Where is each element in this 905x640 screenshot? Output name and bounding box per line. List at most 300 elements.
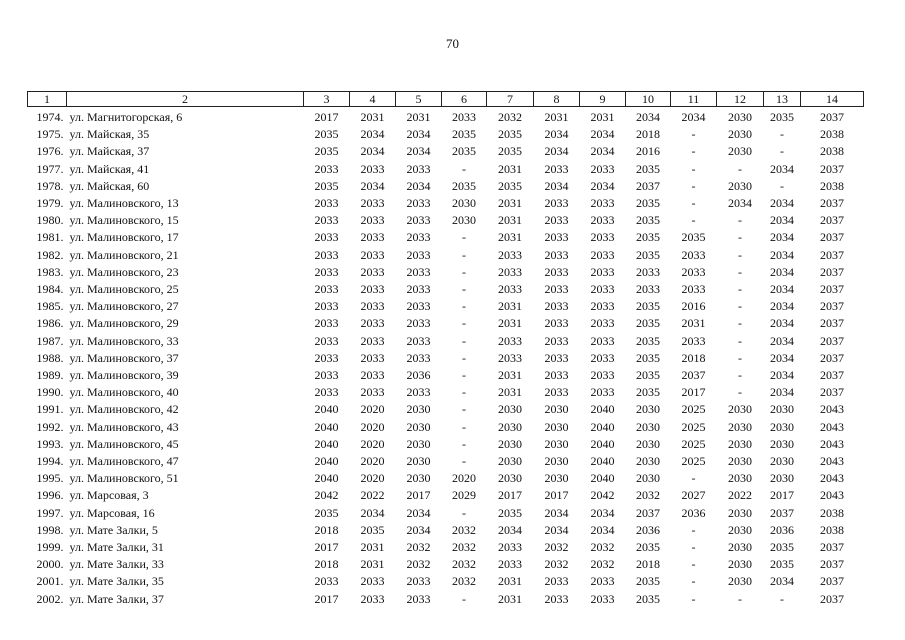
value-cell: 2035 [636, 574, 660, 589]
table-row [28, 264, 864, 281]
table-row [28, 298, 864, 315]
value-cell: 2042 [314, 488, 339, 503]
value-cell: 2035 [636, 213, 660, 228]
value-cell: 2031 [498, 574, 522, 589]
value-cell: 2020 [360, 454, 385, 469]
value-cell: 2018 [681, 350, 706, 365]
value-cell: 2033 [544, 213, 569, 228]
value-cell: 2033 [544, 299, 569, 314]
value-cell: 2033 [360, 333, 385, 348]
value-cell: - [462, 350, 466, 365]
address-cell: ул. Малиновского, 39 [69, 368, 179, 383]
value-cell: - [462, 333, 466, 348]
value-cell: 2034 [590, 505, 615, 520]
value-cell: 2016 [681, 299, 706, 314]
address-cell: ул. Малиновского, 43 [69, 419, 179, 434]
value-cell: 2034 [544, 522, 569, 537]
value-cell: 2033 [590, 333, 615, 348]
value-cell: 2018 [636, 127, 660, 142]
row-number: 2002. [36, 591, 64, 606]
value-cell: 2034 [770, 350, 794, 365]
value-cell: - [738, 368, 742, 383]
value-cell: 2033 [314, 385, 339, 400]
header-cell: 8 [534, 92, 580, 107]
value-cell: 2032 [452, 557, 476, 572]
value-cell: 2030 [406, 436, 431, 451]
value-cell: - [691, 522, 696, 537]
value-cell: 2037 [820, 299, 844, 314]
value-cell: 2030 [452, 213, 476, 228]
value-cell: 2017 [770, 488, 794, 503]
header-cell: 10 [626, 92, 671, 107]
value-cell: 2033 [360, 368, 385, 383]
value-cell: 2037 [681, 368, 706, 383]
value-cell: 2030 [544, 402, 569, 417]
value-cell: 2033 [544, 385, 569, 400]
table-row [28, 281, 864, 298]
value-cell: 2033 [360, 196, 385, 211]
value-cell: 2037 [820, 264, 844, 279]
table-row [28, 573, 864, 590]
value-cell: 2037 [820, 161, 844, 176]
value-cell: 2017 [314, 110, 339, 124]
value-cell: 2037 [820, 333, 844, 348]
table-row [28, 126, 864, 143]
value-cell: 2033 [544, 247, 569, 262]
value-cell: 2033 [636, 264, 660, 279]
value-cell: 2035 [498, 127, 522, 142]
value-cell: 2030 [728, 436, 752, 451]
address-cell: ул. Майская, 60 [69, 178, 150, 193]
value-cell: 2031 [498, 368, 522, 383]
value-cell: 2040 [590, 402, 615, 417]
page-number: 70 [446, 36, 459, 51]
value-cell: 2027 [681, 488, 706, 503]
value-cell: 2033 [314, 299, 339, 314]
table-row [28, 539, 864, 556]
value-cell: 2033 [406, 230, 431, 245]
value-cell: 2030 [728, 419, 752, 434]
table-row [28, 487, 864, 504]
value-cell: - [462, 505, 466, 520]
table-row [28, 315, 864, 332]
value-cell: 2025 [681, 419, 706, 434]
table-row [28, 470, 864, 487]
address-cell: ул. Малиновского, 13 [69, 196, 179, 211]
table-row [28, 591, 864, 608]
value-cell: 2035 [636, 350, 660, 365]
value-cell: - [738, 282, 742, 297]
value-cell: - [691, 196, 696, 211]
row-number: 1977. [36, 161, 64, 176]
value-cell: 2033 [314, 264, 339, 279]
value-cell: 2037 [770, 505, 794, 520]
value-cell: - [738, 230, 742, 245]
value-cell: - [462, 454, 466, 469]
row-number: 1989. [36, 368, 64, 383]
value-cell: 2034 [770, 574, 794, 589]
value-cell: 2033 [544, 282, 569, 297]
value-cell: 2033 [314, 247, 339, 262]
value-cell: 2043 [820, 488, 844, 503]
row-number: 1999. [36, 540, 64, 555]
header-cell: 4 [350, 92, 396, 107]
row-number: 1974. [36, 110, 64, 124]
address-cell: ул. Малиновского, 27 [69, 299, 179, 314]
value-cell: 2034 [770, 282, 794, 297]
value-cell: 2033 [314, 230, 339, 245]
value-cell: - [738, 316, 742, 331]
value-cell: 2037 [820, 540, 844, 555]
value-cell: 2040 [590, 454, 615, 469]
value-cell: 2033 [314, 213, 339, 228]
value-cell: - [738, 385, 742, 400]
address-cell: ул. Малиновского, 47 [69, 454, 179, 469]
address-cell: ул. Марсовая, 3 [69, 488, 149, 503]
value-cell: 2033 [360, 161, 385, 176]
value-cell: 2037 [820, 316, 844, 331]
row-number: 1992. [36, 419, 64, 434]
value-cell: 2033 [544, 333, 569, 348]
value-cell: 2034 [406, 505, 431, 520]
value-cell: 2034 [406, 144, 431, 159]
value-cell: 2033 [314, 282, 339, 297]
value-cell: 2033 [360, 299, 385, 314]
value-cell: 2035 [314, 505, 339, 520]
address-cell: ул. Малиновского, 40 [69, 385, 179, 400]
value-cell: 2017 [681, 385, 706, 400]
value-cell: 2037 [820, 213, 844, 228]
value-cell: - [462, 247, 466, 262]
table-row [28, 333, 864, 350]
table-row [28, 419, 864, 436]
value-cell: 2033 [590, 368, 615, 383]
value-cell: - [691, 540, 696, 555]
value-cell: 2030 [770, 436, 794, 451]
value-cell: - [738, 161, 742, 176]
value-cell: - [738, 350, 742, 365]
value-cell: 2025 [681, 402, 706, 417]
value-cell: 2033 [360, 385, 385, 400]
value-cell: 2040 [590, 419, 615, 434]
value-cell: 2034 [544, 144, 569, 159]
value-cell: 2030 [728, 127, 752, 142]
table-row [28, 522, 864, 539]
value-cell: 2022 [360, 488, 385, 503]
value-cell: 2031 [498, 299, 522, 314]
address-cell: ул. Марсовая, 16 [69, 505, 155, 520]
value-cell: 2034 [770, 161, 794, 176]
value-cell: 2040 [590, 436, 615, 451]
value-cell: 2030 [636, 402, 660, 417]
value-cell: 2040 [314, 402, 339, 417]
value-cell: 2033 [590, 213, 615, 228]
value-cell: 2033 [681, 264, 706, 279]
value-cell: 2032 [636, 488, 660, 503]
value-cell: 2031 [360, 110, 385, 124]
table-row [28, 350, 864, 367]
value-cell: 2030 [728, 454, 752, 469]
header-cell: 9 [580, 92, 626, 107]
header-cell: 12 [717, 92, 764, 107]
value-cell: - [462, 299, 466, 314]
value-cell: 2033 [590, 247, 615, 262]
row-number: 1991. [36, 402, 64, 417]
value-cell: 2033 [590, 161, 615, 176]
address-cell: ул. Майская, 41 [69, 161, 150, 176]
value-cell: 2038 [820, 144, 844, 159]
value-cell: 2034 [360, 178, 385, 193]
value-cell: 2034 [406, 522, 431, 537]
row-number: 1983. [36, 264, 64, 279]
value-cell: 2034 [590, 127, 615, 142]
value-cell: - [691, 144, 696, 159]
table-row [28, 367, 864, 384]
value-cell: 2033 [636, 282, 660, 297]
value-cell: 2034 [770, 230, 794, 245]
value-cell: 2035 [452, 178, 476, 193]
value-cell: 2037 [820, 557, 844, 572]
value-cell: 2036 [770, 522, 794, 537]
value-cell: 2040 [314, 471, 339, 486]
value-cell: 2032 [544, 557, 569, 572]
value-cell: - [462, 591, 466, 606]
value-cell: 2030 [636, 436, 660, 451]
value-cell: 2035 [314, 178, 339, 193]
value-cell: 2040 [590, 471, 615, 486]
value-cell: 2030 [636, 419, 660, 434]
header-cell: 2 [67, 92, 304, 107]
value-cell: 2033 [360, 282, 385, 297]
row-number: 1997. [36, 505, 64, 520]
value-cell: 2033 [544, 316, 569, 331]
value-cell: 2016 [636, 144, 660, 159]
value-cell: 2030 [728, 505, 752, 520]
value-cell: 2030 [770, 419, 794, 434]
value-cell: 2034 [406, 127, 431, 142]
value-cell: 2035 [770, 557, 794, 572]
header-cell: 11 [671, 92, 717, 107]
value-cell: 2035 [636, 230, 660, 245]
value-cell: 2034 [636, 110, 660, 124]
value-cell: 2030 [770, 402, 794, 417]
value-cell: 2033 [360, 247, 385, 262]
value-cell: 2033 [590, 196, 615, 211]
value-cell: 2035 [636, 385, 660, 400]
value-cell: 2037 [820, 110, 844, 124]
row-number: 2001. [36, 574, 64, 589]
value-cell: 2036 [406, 368, 431, 383]
value-cell: 2037 [820, 196, 844, 211]
value-cell: 2034 [590, 178, 615, 193]
value-cell: 2030 [544, 436, 569, 451]
value-cell: 2033 [498, 282, 522, 297]
value-cell: 2017 [406, 488, 431, 503]
value-cell: 2017 [314, 540, 339, 555]
value-cell: 2032 [452, 574, 476, 589]
value-cell: 2032 [590, 557, 615, 572]
row-number: 1998. [36, 522, 64, 537]
value-cell: - [691, 127, 696, 142]
value-cell: 2033 [314, 196, 339, 211]
value-cell: 2033 [360, 350, 385, 365]
value-cell: 2031 [498, 230, 522, 245]
row-number: 1987. [36, 333, 64, 348]
value-cell: 2033 [544, 264, 569, 279]
value-cell: 2033 [406, 333, 431, 348]
value-cell: - [691, 471, 696, 486]
row-number: 1984. [36, 282, 64, 297]
value-cell: 2037 [820, 247, 844, 262]
value-cell: 2033 [314, 316, 339, 331]
value-cell: 2034 [544, 178, 569, 193]
value-cell: 2031 [498, 316, 522, 331]
value-cell: 2033 [590, 316, 615, 331]
value-cell: 2043 [820, 436, 844, 451]
table-row [28, 384, 864, 401]
value-cell: 2037 [820, 591, 844, 606]
value-cell: 2038 [820, 178, 844, 193]
value-cell: 2033 [498, 350, 522, 365]
value-cell: 2032 [498, 110, 522, 124]
value-cell: 2033 [681, 247, 706, 262]
value-cell: - [462, 402, 466, 417]
value-cell: - [738, 333, 742, 348]
value-cell: 2043 [820, 419, 844, 434]
value-cell: 2033 [406, 350, 431, 365]
value-cell: 2040 [314, 419, 339, 434]
value-cell: 2034 [360, 127, 385, 142]
header-cell: 5 [396, 92, 442, 107]
value-cell: 2033 [360, 591, 385, 606]
value-cell: 2034 [498, 522, 522, 537]
address-cell: ул. Магнитогорская, 6 [69, 110, 183, 124]
value-cell: 2033 [406, 196, 431, 211]
value-cell: 2032 [590, 540, 615, 555]
row-number: 1978. [36, 178, 64, 193]
value-cell: 2033 [406, 213, 431, 228]
value-cell: 2030 [498, 436, 522, 451]
table-row [28, 247, 864, 264]
value-cell: 2033 [590, 299, 615, 314]
value-cell: 2033 [590, 385, 615, 400]
row-number: 1980. [36, 213, 64, 228]
value-cell: - [691, 213, 696, 228]
value-cell: 2033 [406, 161, 431, 176]
value-cell: 2030 [498, 471, 522, 486]
address-cell: ул. Мате Залки, 33 [69, 557, 164, 572]
value-cell: 2033 [314, 161, 339, 176]
value-cell: - [462, 436, 466, 451]
value-cell: 2040 [314, 436, 339, 451]
value-cell: 2033 [590, 591, 615, 606]
value-cell: 2033 [681, 282, 706, 297]
value-cell: 2030 [728, 471, 752, 486]
value-cell: 2030 [728, 110, 752, 124]
value-cell: 2031 [406, 110, 431, 124]
value-cell: 2033 [406, 574, 431, 589]
value-cell: 2035 [636, 161, 660, 176]
value-cell: 2033 [406, 247, 431, 262]
value-cell: - [780, 127, 784, 142]
value-cell: 2029 [452, 488, 476, 503]
value-cell: 2020 [360, 419, 385, 434]
value-cell: - [691, 574, 696, 589]
address-cell: ул. Малиновского, 17 [69, 230, 179, 245]
row-number: 1985. [36, 299, 64, 314]
row-number: 1975. [36, 127, 64, 142]
value-cell: 2032 [452, 522, 476, 537]
value-cell: 2038 [820, 127, 844, 142]
value-cell: 2034 [590, 144, 615, 159]
value-cell: - [738, 264, 742, 279]
value-cell: 2038 [820, 505, 844, 520]
data-table [27, 91, 864, 608]
value-cell: - [462, 161, 466, 176]
table-row [28, 401, 864, 418]
value-cell: 2035 [770, 540, 794, 555]
value-cell: 2035 [636, 316, 660, 331]
value-cell: 2017 [314, 591, 339, 606]
value-cell: 2035 [636, 196, 660, 211]
value-cell: 2034 [590, 522, 615, 537]
value-cell: 2035 [636, 540, 660, 555]
value-cell: - [462, 264, 466, 279]
value-cell: 2034 [770, 196, 794, 211]
address-cell: ул. Мате Залки, 37 [69, 591, 164, 606]
value-cell: 2033 [360, 230, 385, 245]
value-cell: - [462, 282, 466, 297]
value-cell: 2033 [544, 350, 569, 365]
value-cell: 2031 [498, 591, 522, 606]
value-cell: 2033 [498, 247, 522, 262]
value-cell: 2035 [636, 247, 660, 262]
value-cell: - [691, 557, 696, 572]
value-cell: 2033 [544, 368, 569, 383]
address-cell: ул. Малиновского, 15 [69, 213, 179, 228]
address-cell: ул. Малиновского, 45 [69, 436, 179, 451]
value-cell: - [691, 161, 696, 176]
value-cell: 2030 [728, 557, 752, 572]
value-cell: 2037 [820, 385, 844, 400]
value-cell: 2031 [544, 110, 569, 124]
value-cell: 2034 [770, 247, 794, 262]
table-row [28, 505, 864, 522]
value-cell: 2043 [820, 402, 844, 417]
value-cell: - [462, 316, 466, 331]
header-cell: 3 [304, 92, 350, 107]
value-cell: 2034 [360, 505, 385, 520]
table-row [28, 195, 864, 212]
value-cell: 2033 [360, 316, 385, 331]
value-cell: 2025 [681, 454, 706, 469]
value-cell: 2034 [770, 333, 794, 348]
header-cell: 13 [764, 92, 801, 107]
value-cell: - [462, 230, 466, 245]
value-cell: 2033 [544, 230, 569, 245]
value-cell: 2031 [498, 385, 522, 400]
value-cell: 2031 [498, 161, 522, 176]
value-cell: - [738, 247, 742, 262]
row-number: 1976. [36, 144, 64, 159]
row-number: 1993. [36, 436, 64, 451]
value-cell: 2035 [452, 127, 476, 142]
value-cell: 2034 [544, 127, 569, 142]
value-cell: - [462, 368, 466, 383]
value-cell: 2034 [770, 316, 794, 331]
value-cell: 2035 [498, 144, 522, 159]
value-cell: 2033 [314, 574, 339, 589]
